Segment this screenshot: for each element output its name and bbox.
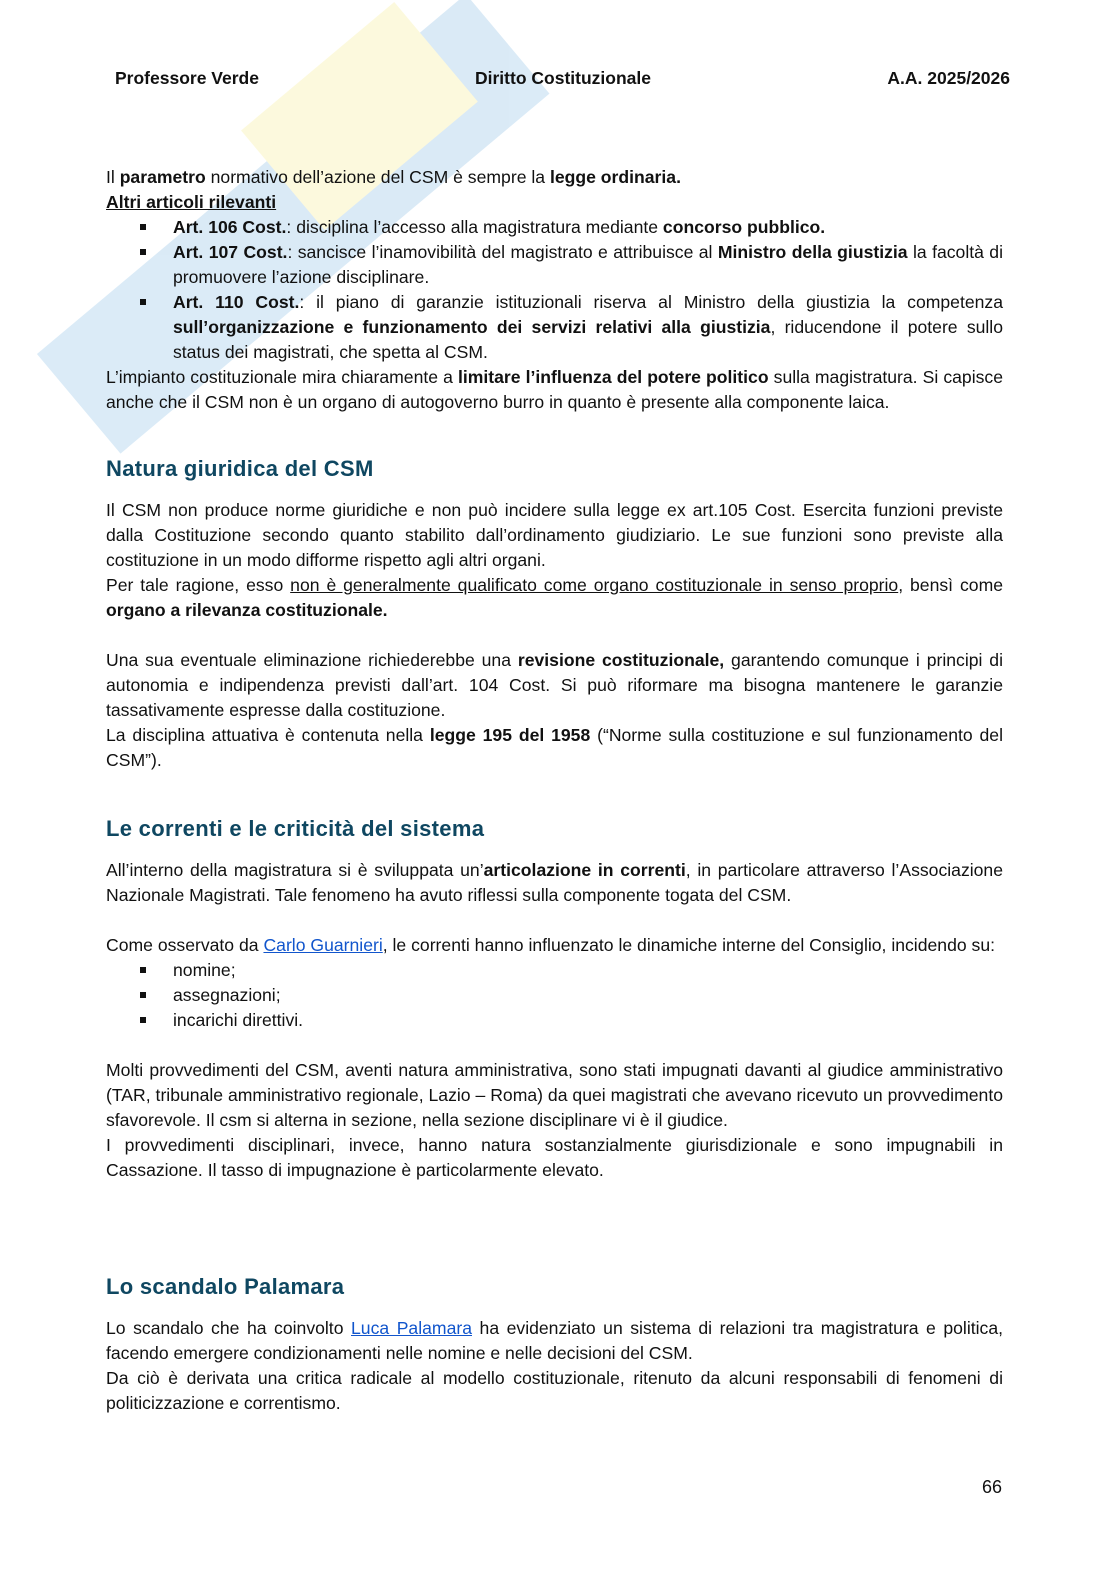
bold-text: Art. 110 Cost. — [173, 292, 300, 312]
bold-text: parametro — [119, 167, 206, 187]
list-item — [173, 1008, 1003, 1033]
header-author: Professore Verde — [115, 68, 259, 88]
heading-correnti: Le correnti e le criticità del sistema — [106, 816, 485, 841]
text-run: Per tale ragione, esso — [106, 575, 291, 595]
articles-list — [106, 215, 1003, 365]
bold-text: limitare l’influenza del potere politico — [457, 367, 769, 387]
paragraph — [106, 858, 1003, 908]
bold-text: Art. 107 Cost. — [173, 242, 288, 262]
text-run: (“Norme sulla costituzione e sul funzionamento del CSM”). — [106, 725, 1003, 770]
bold-text: organo a rilevanza costituzionale. — [106, 600, 388, 620]
text-run: Da ciò è derivata una critica radicale al modello costituzionale, ritenuto da alcuni responsabili di fenomeni di politicizzazione e correntismo. — [106, 1368, 1003, 1413]
paragraph — [106, 573, 1003, 623]
list-item — [173, 240, 1003, 290]
bold-text: legge 195 del 1958 — [429, 725, 591, 745]
bold-text: articolazione in correnti — [483, 860, 686, 880]
text-run: Il — [106, 167, 120, 187]
text-run: , in particolare attraverso l’Associazione Nazionale Magistrati. Tale fenomeno ha avuto riflessi sulla componente togata del CSM. — [106, 860, 1004, 905]
paragraph — [106, 933, 1003, 958]
heading-natura-giuridica: Natura giuridica del CSM — [106, 456, 374, 481]
spacer — [106, 908, 1003, 933]
bold-text: revisione costituzionale, — [517, 650, 725, 670]
text-run: All’interno della magistratura si è sviluppata un’ — [106, 860, 484, 880]
text-run: nomine; — [173, 960, 236, 980]
person-link[interactable]: Carlo Guarnieri — [263, 935, 383, 955]
text-run: Il CSM non produce norme giuridiche e non può incidere sulla legge ex art.105 Cost. Esercita funzioni previste dalla Costituzione secondo quanto stabilito dall’ordinamento giudiziario. Le sue funzioni sono previste alla costituzione in un modo difforme rispetto agli altri organi. — [106, 500, 1003, 570]
paragraph — [106, 365, 1003, 415]
text-run: , bensì come — [898, 575, 1004, 595]
text-run: assegnazioni; — [173, 985, 281, 1005]
spacer — [106, 623, 1003, 648]
text-run: normativo dell’azione del CSM è sempre la — [205, 167, 550, 187]
bold-text: Ministro della giustizia — [717, 242, 908, 262]
text-run: , riducendone il potere sullo status dei magistrati, che spetta al CSM. — [173, 317, 1003, 362]
header-year: A.A. 2025/2026 — [887, 68, 1010, 88]
text-run: : sancisce l’inamovibilità del magistrato e attribuisce al — [287, 242, 718, 262]
section-correnti — [106, 858, 1003, 1183]
list-item — [173, 983, 1003, 1008]
bold-text: legge ordinaria. — [549, 167, 681, 187]
list-item — [173, 290, 1003, 365]
text-run: Molti provvedimenti del CSM, aventi natura amministrativa, sono stati impugnati davanti al giudice amministrativo (TAR, tribunale amministrativo regionale, Lazio – Roma) da quei magistrati che avevano ricevuto un provvedimento sfavorevole. Il csm si alterna in sezione, nella sezione disciplinare vi è il giudice. — [106, 1060, 1003, 1130]
text-run: , le correnti hanno influenzato le dinamiche interne del Consiglio, incidendo su: — [382, 935, 996, 955]
list-item — [173, 958, 1003, 983]
paragraph — [106, 190, 1003, 215]
text-run: incarichi direttivi. — [173, 1010, 304, 1030]
text-run: Come osservato da — [106, 935, 264, 955]
page-number: 66 — [981, 1477, 1002, 1497]
paragraph — [106, 1366, 1003, 1416]
heading-palamara: Lo scandalo Palamara — [106, 1274, 345, 1299]
text-run: ha evidenziato un sistema di relazioni tra magistratura e politica, facendo emergere condizionamenti nelle nomine e nelle decisioni del CSM. — [106, 1318, 1004, 1363]
bold-text: Art. 106 Cost. — [173, 217, 287, 237]
paragraph — [106, 723, 1003, 773]
paragraph — [106, 498, 1003, 573]
text-run: sulla magistratura. Si capisce anche che il CSM non è un organo di autogoverno burro in quanto è presente alla componente laica. — [106, 367, 1003, 412]
text-run: La disciplina attuativa è contenuta nella — [106, 725, 430, 745]
paragraph — [106, 1133, 1003, 1183]
section-palamara — [106, 1316, 1003, 1416]
paragraph — [106, 165, 1003, 190]
text-run: I provvedimenti disciplinari, invece, hanno natura sostanzialmente giurisdizionale e sono impugnabili in Cassazione. Il tasso di impugnazione è particolarmente elevato. — [106, 1135, 1003, 1180]
person-link[interactable]: Luca Palamara — [351, 1318, 472, 1338]
text-run: L’impianto costituzionale mira chiaramente a — [106, 367, 458, 387]
list-item — [173, 215, 1003, 240]
underlined-text: non è generalmente qualificato come organo costituzionale in senso proprio — [290, 575, 899, 595]
bold-text: Altri articoli rilevanti — [106, 192, 277, 212]
text-run: : disciplina l’accesso alla magistratura mediante — [286, 217, 663, 237]
text-run: : il piano di garanzie istituzionali riserva al Ministro della giustizia la competenza — [299, 292, 1003, 312]
paragraph — [106, 1058, 1003, 1133]
paragraph — [106, 1316, 1003, 1366]
text-run: Lo scandalo che ha coinvolto — [106, 1318, 352, 1338]
text-run: la facoltà di promuovere l’azione disciplinare. — [173, 242, 1003, 287]
bold-text: concorso pubblico. — [662, 217, 826, 237]
section-intro — [106, 165, 1003, 415]
bold-text: sull’organizzazione e funzionamento dei servizi relativi alla giustizia — [173, 317, 771, 337]
text-run: Una sua eventuale eliminazione richiederebbe una — [106, 650, 518, 670]
header-course: Diritto Costituzionale — [475, 68, 651, 88]
effects-list — [106, 958, 1003, 1033]
paragraph — [106, 648, 1003, 723]
spacer — [106, 1033, 1003, 1058]
text-run: garantendo comunque i principi di autonomia e indipendenza previsti dall’art. 104 Cost. Si può riformare ma bisogna mantenere le garanzie tassativamente espresse dalla costituzione. — [106, 650, 1003, 720]
section-natura-giuridica — [106, 498, 1003, 773]
